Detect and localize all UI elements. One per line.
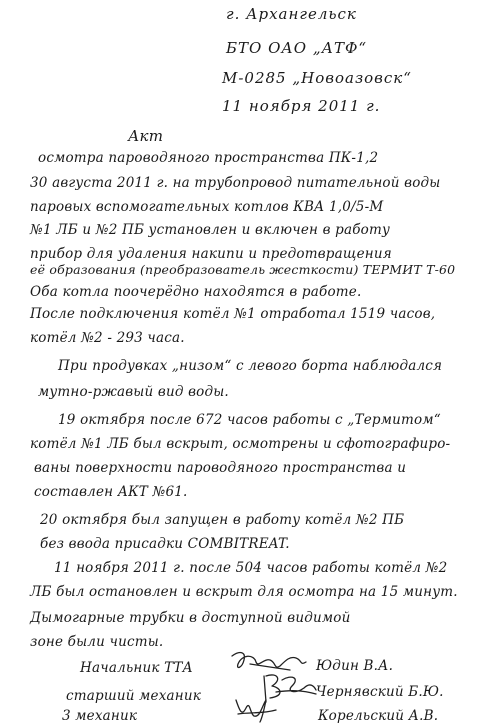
handwritten-signature-3 <box>232 690 282 724</box>
body-line: 30 августа 2011 г. на трубопровод питательной воды <box>30 175 441 191</box>
signature-position-2: старший механик <box>66 688 202 704</box>
body-line: ваны поверхности пароводяного пространства и <box>34 460 407 476</box>
header-date: 11 ноября 2011 г. <box>222 97 381 115</box>
body-line: без ввода присадки COMBITREAT. <box>40 536 290 552</box>
body-line: После подключения котёл №1 отработал 1519 часов, <box>30 306 436 322</box>
body-line: Дымогарные трубки в доступной видимой <box>30 610 351 626</box>
body-line: Оба котла поочерёдно находятся в работе. <box>30 284 362 300</box>
body-line: При продувках „низом“ с левого борта наблюдался <box>58 358 443 374</box>
body-line: её образования (преобразователь жесткости) ТЕРМИТ Т-60 <box>30 262 456 277</box>
body-line: осмотра пароводяного пространства ПК-1,2 <box>38 150 379 166</box>
body-line: ЛБ был остановлен и вскрыт для осмотра на 15 минут. <box>30 584 458 600</box>
body-line: 11 ноября 2011 г. после 504 часов работы котёл №2 <box>54 560 448 576</box>
signature-position-1: Начальник ТТА <box>80 660 193 676</box>
body-line: составлен АКТ №61. <box>34 484 188 500</box>
header-vessel: М-0285 „Новоазовск“ <box>222 69 412 87</box>
body-line: №1 ЛБ и №2 ПБ установлен и включен в работу <box>30 222 391 238</box>
body-line: мутно-ржавый вид воды. <box>38 384 229 400</box>
body-line: котёл №1 ЛБ был вскрыт, осмотрены и сфотографиро- <box>30 436 451 452</box>
header-company: БТО ОАО „АТФ“ <box>226 39 368 57</box>
signature-name-1: Юдин В.А. <box>316 658 394 674</box>
body-line: 19 октября после 672 часов работы с „Термитом“ <box>58 412 441 428</box>
header-city: г. Архангельск <box>226 5 357 23</box>
body-line: прибор для удаления накипи и предотвращения <box>30 246 392 262</box>
signature-name-3: Корельский А.В. <box>318 708 439 724</box>
signature-name-2: Чернявский Б.Ю. <box>316 684 444 700</box>
body-line: паровых вспомогательных котлов КВА 1,0/5-М <box>30 199 384 215</box>
body-line: котёл №2 - 293 часа. <box>30 330 185 346</box>
body-line: 20 октября был запущен в работу котёл №2 ПБ <box>40 512 405 528</box>
signature-position-3: 3 механик <box>62 708 138 724</box>
body-line: зоне были чисты. <box>30 634 164 650</box>
document-title: Акт <box>128 127 164 145</box>
